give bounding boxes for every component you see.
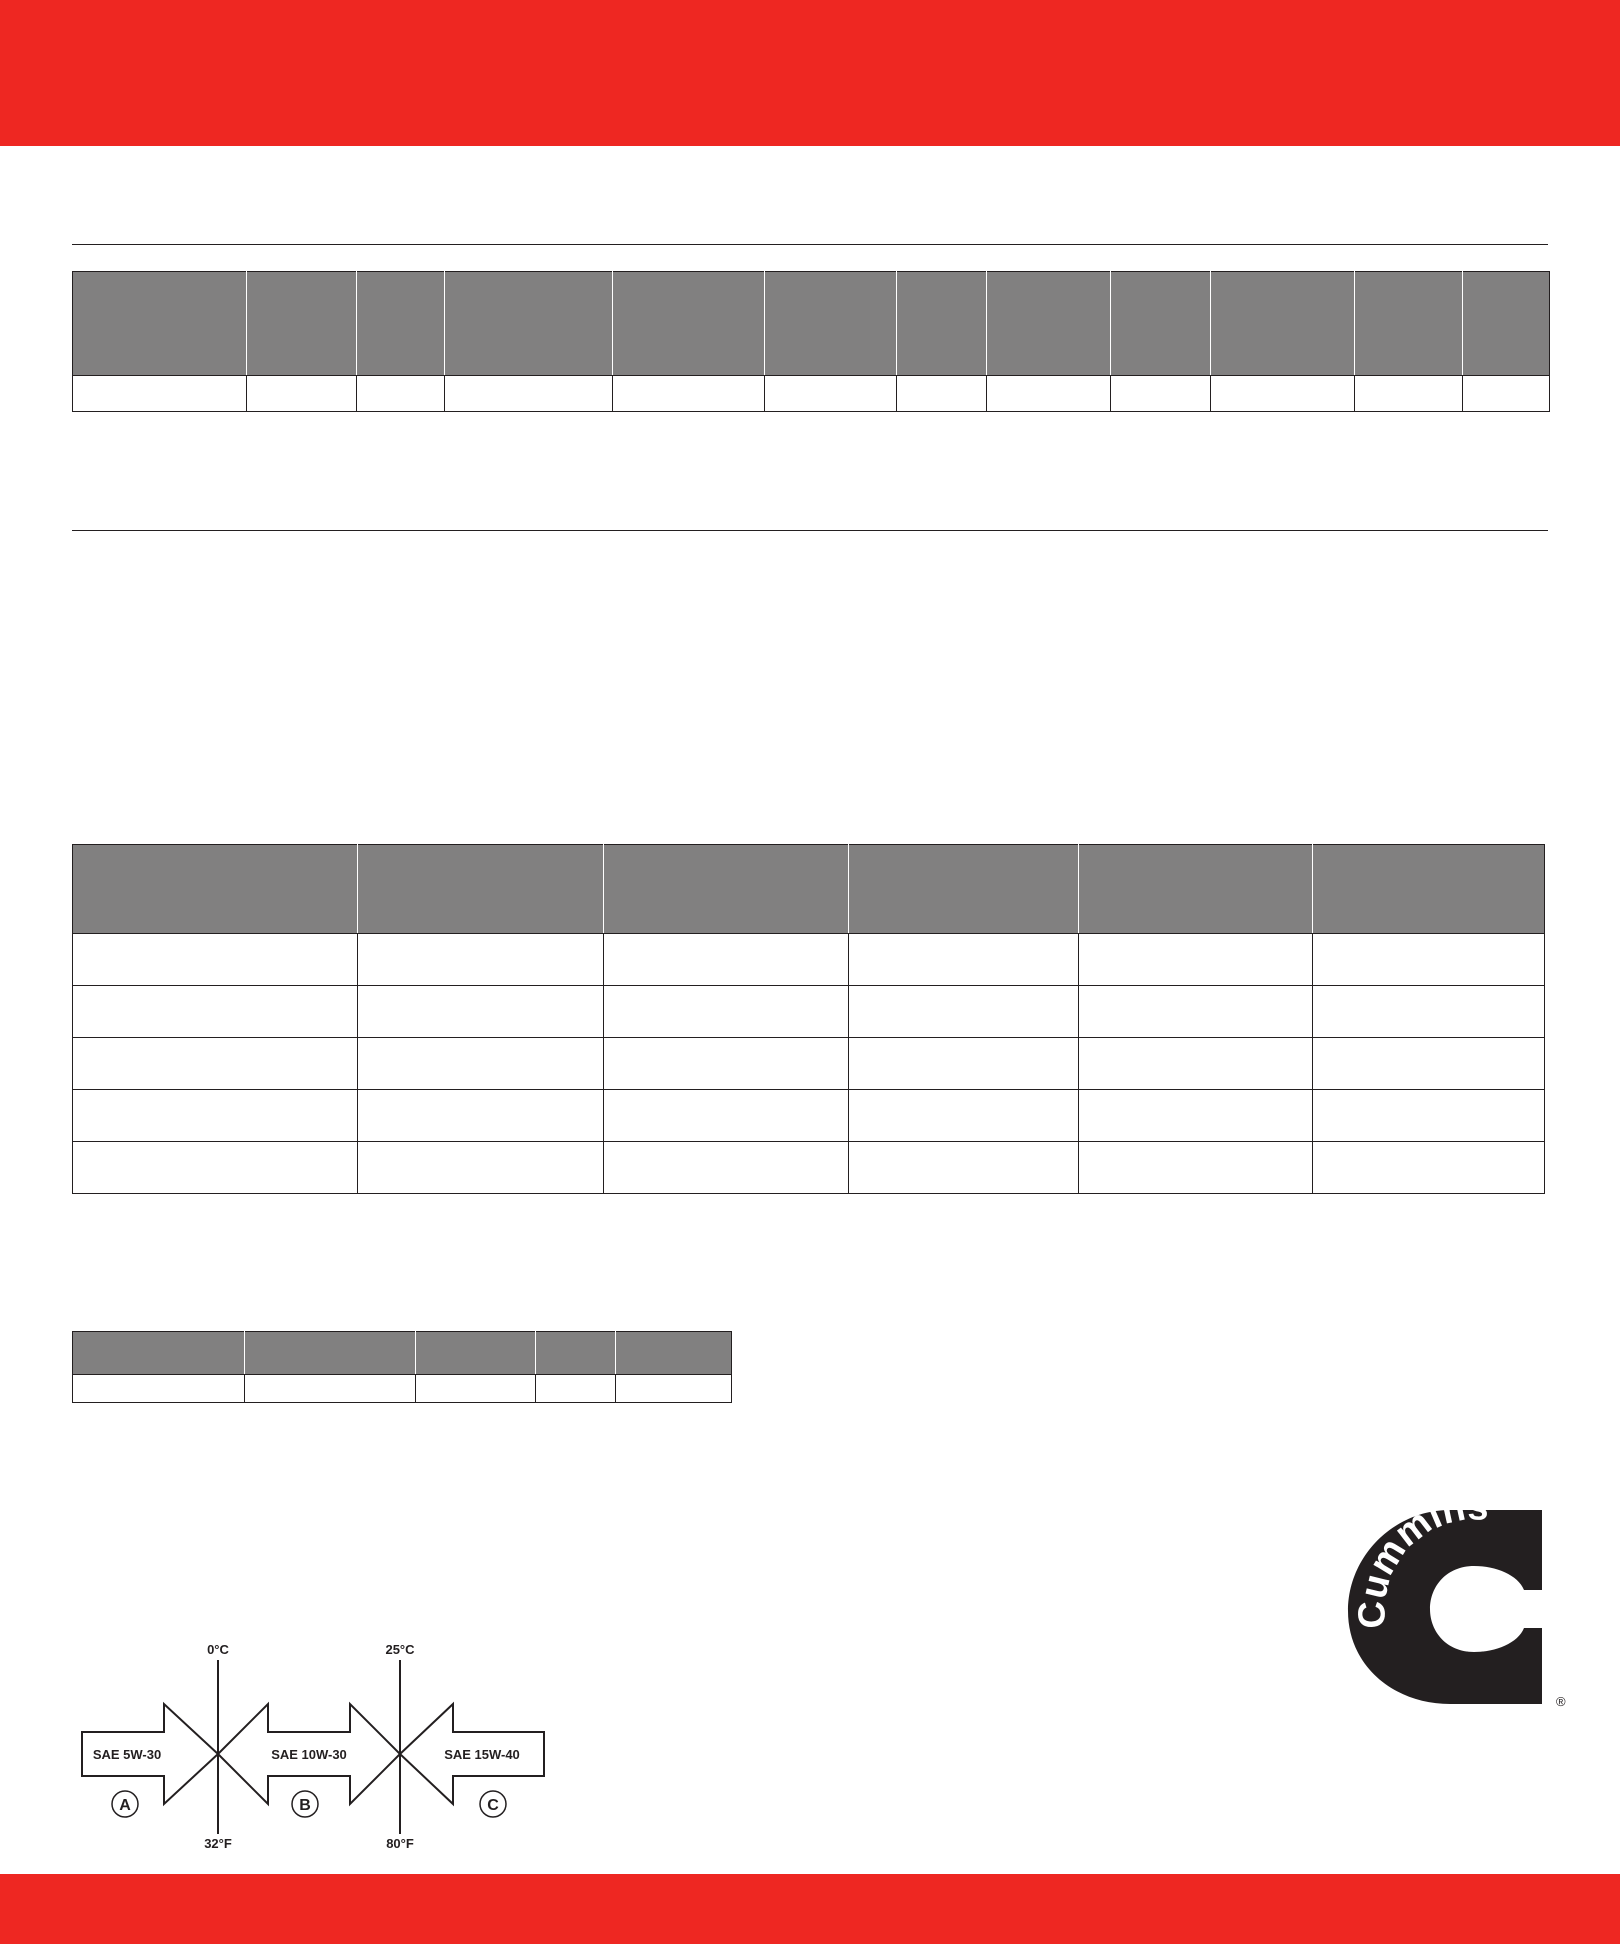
grade-marker-a: A [119,1797,131,1814]
logo-wordmark: Cummins [1351,1486,1490,1630]
threshold-celsius-0: 0°C [207,1642,229,1657]
cummins-logo [1346,1486,1566,1714]
spec-table-1 [72,271,1550,412]
table-row [73,934,1545,986]
table-header-row [73,1332,732,1375]
spec-table-2 [72,844,1545,1194]
grade-marker-c: C [487,1797,499,1814]
top-banner [0,0,1620,146]
spec-table-3 [72,1331,732,1403]
threshold-celsius-1: 25°C [385,1642,415,1657]
grade-label-c: SAE 15W-40 [444,1747,520,1762]
threshold-fahrenheit-1: 80°F [386,1836,414,1851]
table-header-row [73,272,1550,376]
grade-label-b: SAE 10W-30 [271,1747,347,1762]
section-rule-1 [72,244,1548,245]
table-row [73,986,1545,1038]
grade-label-a: SAE 5W-30 [92,1747,162,1762]
grade-marker-b: B [299,1797,311,1814]
registered-mark: ® [1556,1694,1566,1709]
table-header-row [73,845,1545,934]
bottom-banner [0,1874,1620,1944]
table-row [73,1142,1545,1194]
threshold-fahrenheit-0: 32°F [204,1836,232,1851]
table-row [73,1375,732,1403]
oil-viscosity-diagram [72,1638,552,1858]
table-row [73,1090,1545,1142]
table-row [73,376,1550,412]
table-row [73,1038,1545,1090]
section-rule-2 [72,530,1548,531]
